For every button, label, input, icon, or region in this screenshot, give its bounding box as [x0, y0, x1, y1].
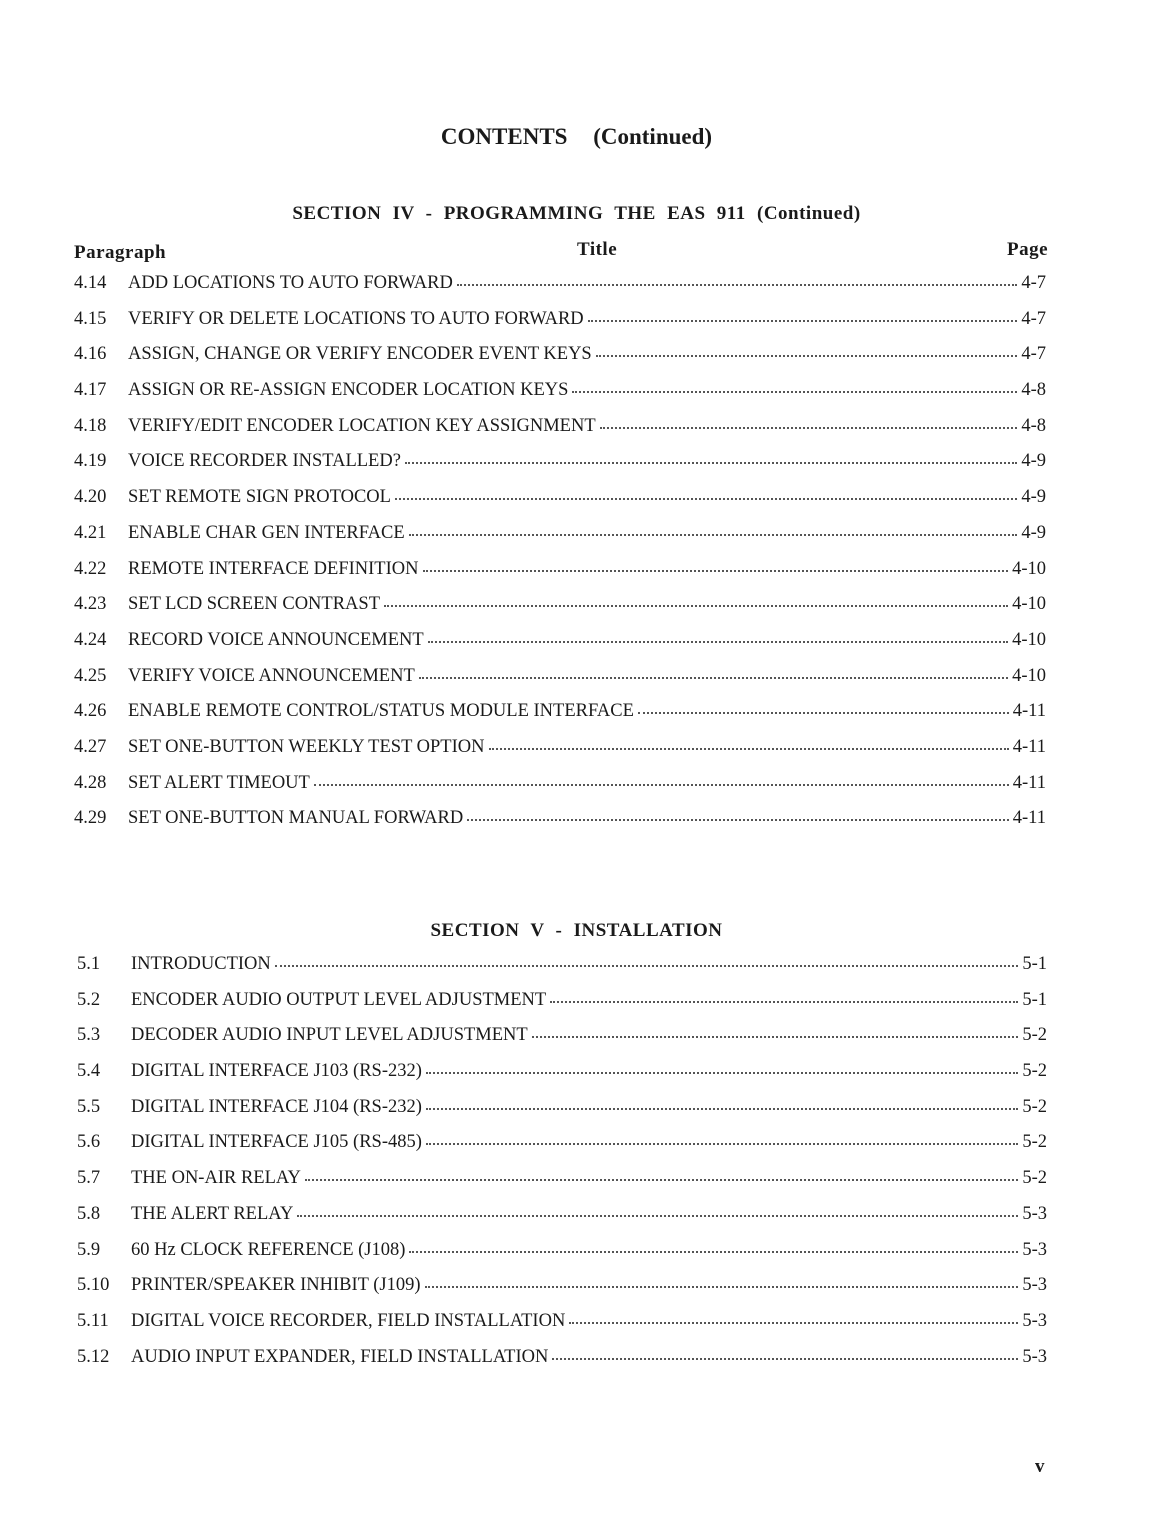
toc-entry-number: 4.28 — [74, 772, 107, 793]
toc-entry[interactable] — [77, 1275, 1047, 1311]
dot-leader — [638, 712, 1009, 714]
toc-entry-title: ENABLE REMOTE CONTROL/STATUS MODULE INTERFACE — [128, 701, 634, 722]
toc-entry[interactable] — [74, 737, 1046, 773]
toc-entry-title: REMOTE INTERFACE DEFINITION — [128, 558, 419, 579]
toc-entry[interactable] — [74, 666, 1046, 702]
toc-entry[interactable] — [74, 309, 1046, 345]
toc-entry[interactable] — [77, 954, 1047, 990]
toc-entry-number: 4.21 — [74, 522, 107, 543]
toc-entry-number: 4.27 — [74, 736, 107, 757]
toc-entry-page: 4-10 — [1012, 665, 1046, 686]
toc-entry-page: 4-11 — [1012, 808, 1046, 829]
page-number: v — [1035, 1456, 1045, 1477]
toc-entry[interactable] — [74, 594, 1046, 630]
dot-leader — [384, 605, 1008, 607]
toc-entry-page: 4-11 — [1012, 772, 1046, 793]
toc-entry-page: 4-9 — [1021, 487, 1046, 508]
dot-leader — [297, 1215, 1018, 1217]
toc-entry-number: 5.12 — [77, 1346, 110, 1367]
toc-entry-number: 5.7 — [77, 1168, 101, 1189]
toc-entry-title: DIGITAL INTERFACE J104 (RS-232) — [131, 1096, 422, 1117]
toc-entry-page: 4-8 — [1021, 415, 1046, 436]
toc-entry-number: 5.3 — [77, 1025, 101, 1046]
toc-entry-number: 5.2 — [77, 989, 101, 1010]
section-v-heading: SECTION V - INSTALLATION — [430, 920, 723, 941]
toc-entry-title: INTRODUCTION — [131, 954, 271, 974]
dot-leader — [419, 677, 1008, 679]
toc-entry[interactable] — [77, 1132, 1047, 1168]
toc-entry-page: 5-1 — [1022, 954, 1047, 974]
toc-entry-number: 4.16 — [74, 344, 107, 365]
dot-leader — [405, 462, 1017, 464]
toc-entry-title: ASSIGN, CHANGE OR VERIFY ENCODER EVENT KEYS — [128, 344, 592, 365]
toc-entry-title: ENABLE CHAR GEN INTERFACE — [128, 522, 405, 543]
dot-leader — [596, 355, 1018, 357]
toc-entry-page: 4-7 — [1021, 308, 1046, 329]
toc-entry[interactable] — [77, 1168, 1047, 1204]
dot-leader — [423, 570, 1009, 572]
toc-entry[interactable] — [77, 1311, 1047, 1347]
dot-leader — [552, 1358, 1018, 1360]
dot-leader — [532, 1036, 1019, 1038]
toc-entry-page: 5-3 — [1022, 1203, 1047, 1224]
dot-leader — [275, 965, 1019, 967]
dot-leader — [457, 284, 1018, 286]
dot-leader — [572, 391, 1017, 393]
toc-entry[interactable] — [74, 808, 1046, 844]
toc-entry-page: 5-3 — [1022, 1275, 1047, 1296]
toc-entry-number: 4.20 — [74, 487, 107, 508]
toc-entry-page: 5-3 — [1022, 1346, 1047, 1367]
toc-entry-number: 4.23 — [74, 594, 107, 615]
toc-entry-title: VOICE RECORDER INSTALLED? — [128, 451, 401, 472]
toc-entry[interactable] — [77, 1061, 1047, 1097]
toc-entry[interactable] — [74, 487, 1046, 523]
toc-entry-page: 4-8 — [1021, 380, 1046, 401]
toc-entry-number: 4.19 — [74, 451, 107, 472]
dot-leader — [428, 641, 1008, 643]
toc-entry-number: 4.14 — [74, 273, 107, 293]
toc-entry-title: DIGITAL INTERFACE J103 (RS-232) — [131, 1061, 422, 1082]
toc-entry-title: SET LCD SCREEN CONTRAST — [128, 594, 381, 615]
toc-entry-number: 5.8 — [77, 1203, 101, 1224]
toc-entry-page: 5-2 — [1022, 1096, 1047, 1117]
toc-entry[interactable] — [74, 416, 1046, 452]
dot-leader — [395, 498, 1017, 500]
toc-entry[interactable] — [77, 1240, 1047, 1276]
toc-entry-number: 4.18 — [74, 415, 107, 436]
toc-entry-page: 4-7 — [1021, 344, 1046, 365]
toc-entry-title: SET ALERT TIMEOUT — [128, 772, 310, 793]
toc-entry-number: 4.26 — [74, 701, 107, 722]
dot-leader — [426, 1072, 1018, 1074]
toc-entry[interactable] — [74, 773, 1046, 809]
toc-entry[interactable] — [77, 1347, 1047, 1383]
toc-entry[interactable] — [74, 451, 1046, 487]
dot-leader — [409, 534, 1018, 536]
toc-entry-number: 4.17 — [74, 380, 107, 401]
toc-entry-page: 4-10 — [1012, 558, 1046, 579]
toc-entry-number: 5.5 — [77, 1096, 101, 1117]
toc-entry-number: 5.9 — [77, 1239, 101, 1260]
toc-entry-title: ENCODER AUDIO OUTPUT LEVEL ADJUSTMENT — [131, 989, 547, 1010]
toc-entry-title: VERIFY/EDIT ENCODER LOCATION KEY ASSIGNMENT — [128, 415, 596, 436]
section-iv-heading: SECTION IV - PROGRAMMING THE EAS 911 (Continued) — [292, 203, 861, 224]
toc-entry-title: RECORD VOICE ANNOUNCEMENT — [128, 629, 424, 650]
toc-entry-title: THE ALERT RELAY — [131, 1203, 294, 1224]
toc-entry[interactable] — [74, 701, 1046, 737]
column-header-page: Page — [1007, 239, 1049, 260]
toc-entry-number: 5.11 — [77, 1310, 109, 1331]
toc-entry-number: 4.22 — [74, 558, 107, 579]
toc-entry-page: 5-1 — [1022, 989, 1047, 1010]
dot-leader — [305, 1179, 1018, 1181]
column-header-paragraph: Paragraph — [74, 242, 167, 263]
toc-entry-title: VERIFY VOICE ANNOUNCEMENT — [128, 665, 415, 686]
toc-entry-page: 4-9 — [1021, 522, 1046, 543]
toc-entry-title: ASSIGN OR RE-ASSIGN ENCODER LOCATION KEYS — [128, 380, 569, 401]
toc-entry[interactable] — [77, 990, 1047, 1026]
toc-entry-page: 5-2 — [1022, 1025, 1047, 1046]
dot-leader — [425, 1286, 1019, 1288]
toc-entry[interactable] — [74, 344, 1046, 380]
toc-entry-page: 5-3 — [1022, 1310, 1047, 1331]
toc-entry-title: 60 Hz CLOCK REFERENCE (J108) — [131, 1239, 406, 1260]
toc-entry[interactable] — [74, 630, 1046, 666]
dot-leader — [426, 1143, 1018, 1145]
toc-entry-title: SET REMOTE SIGN PROTOCOL — [128, 487, 391, 508]
column-header-title: Title — [577, 239, 618, 260]
toc-entry-title: DIGITAL VOICE RECORDER, FIELD INSTALLATION — [131, 1310, 566, 1331]
dot-leader — [600, 427, 1018, 429]
toc-entry-number: 4.25 — [74, 665, 107, 686]
toc-entry-page: 5-2 — [1022, 1168, 1047, 1189]
toc-entry-title: PRINTER/SPEAKER INHIBIT (J109) — [131, 1275, 421, 1296]
toc-entry-title: VERIFY OR DELETE LOCATIONS TO AUTO FORWARD — [128, 308, 584, 329]
dot-leader — [467, 819, 1009, 821]
toc-entry-page: 5-2 — [1022, 1132, 1047, 1153]
toc-entry[interactable] — [77, 1097, 1047, 1133]
toc-entry-page: 4-9 — [1021, 451, 1046, 472]
toc-entry[interactable] — [74, 523, 1046, 559]
dot-leader — [314, 784, 1009, 786]
toc-entry-title: ADD LOCATIONS TO AUTO FORWARD — [128, 273, 453, 293]
dot-leader — [569, 1322, 1018, 1324]
toc-entry[interactable] — [74, 380, 1046, 416]
toc-entry-title: SET ONE-BUTTON MANUAL FORWARD — [128, 808, 464, 829]
toc-entry-title: THE ON-AIR RELAY — [131, 1168, 301, 1189]
toc-entry-number: 4.29 — [74, 808, 107, 829]
toc-entry-number: 4.24 — [74, 629, 107, 650]
dot-leader — [426, 1108, 1018, 1110]
toc-entry[interactable] — [74, 559, 1046, 595]
toc-entry-number: 4.15 — [74, 308, 107, 329]
toc-entry-page: 4-10 — [1012, 594, 1046, 615]
toc-entry-number: 5.6 — [77, 1132, 101, 1153]
toc-entry-title: DIGITAL INTERFACE J105 (RS-485) — [131, 1132, 422, 1153]
toc-entry-title: DECODER AUDIO INPUT LEVEL ADJUSTMENT — [131, 1025, 528, 1046]
section-iv-toc-list — [74, 273, 1046, 844]
toc-entry-number: 5.4 — [77, 1061, 101, 1082]
page-title: CONTENTS (Continued) — [440, 124, 713, 149]
toc-entry-page: 4-10 — [1012, 629, 1046, 650]
toc-entry-page: 4-11 — [1012, 701, 1046, 722]
section-v-toc-list — [77, 954, 1047, 1382]
toc-entry-page: 4-7 — [1021, 273, 1046, 293]
toc-entry-page: 4-11 — [1012, 736, 1046, 757]
toc-entry-number: 5.10 — [77, 1275, 110, 1296]
dot-leader — [489, 748, 1009, 750]
dot-leader — [409, 1251, 1018, 1253]
toc-entry[interactable] — [77, 1025, 1047, 1061]
toc-entry-title: SET ONE-BUTTON WEEKLY TEST OPTION — [128, 736, 485, 757]
dot-leader — [550, 1001, 1018, 1003]
toc-entry-title: AUDIO INPUT EXPANDER, FIELD INSTALLATION — [131, 1346, 549, 1367]
toc-entry[interactable] — [77, 1204, 1047, 1240]
dot-leader — [588, 320, 1018, 322]
toc-entry-number: 5.1 — [77, 954, 101, 974]
toc-entry-page: 5-3 — [1022, 1239, 1047, 1260]
toc-entry[interactable] — [74, 273, 1046, 309]
toc-entry-page: 5-2 — [1022, 1061, 1047, 1082]
